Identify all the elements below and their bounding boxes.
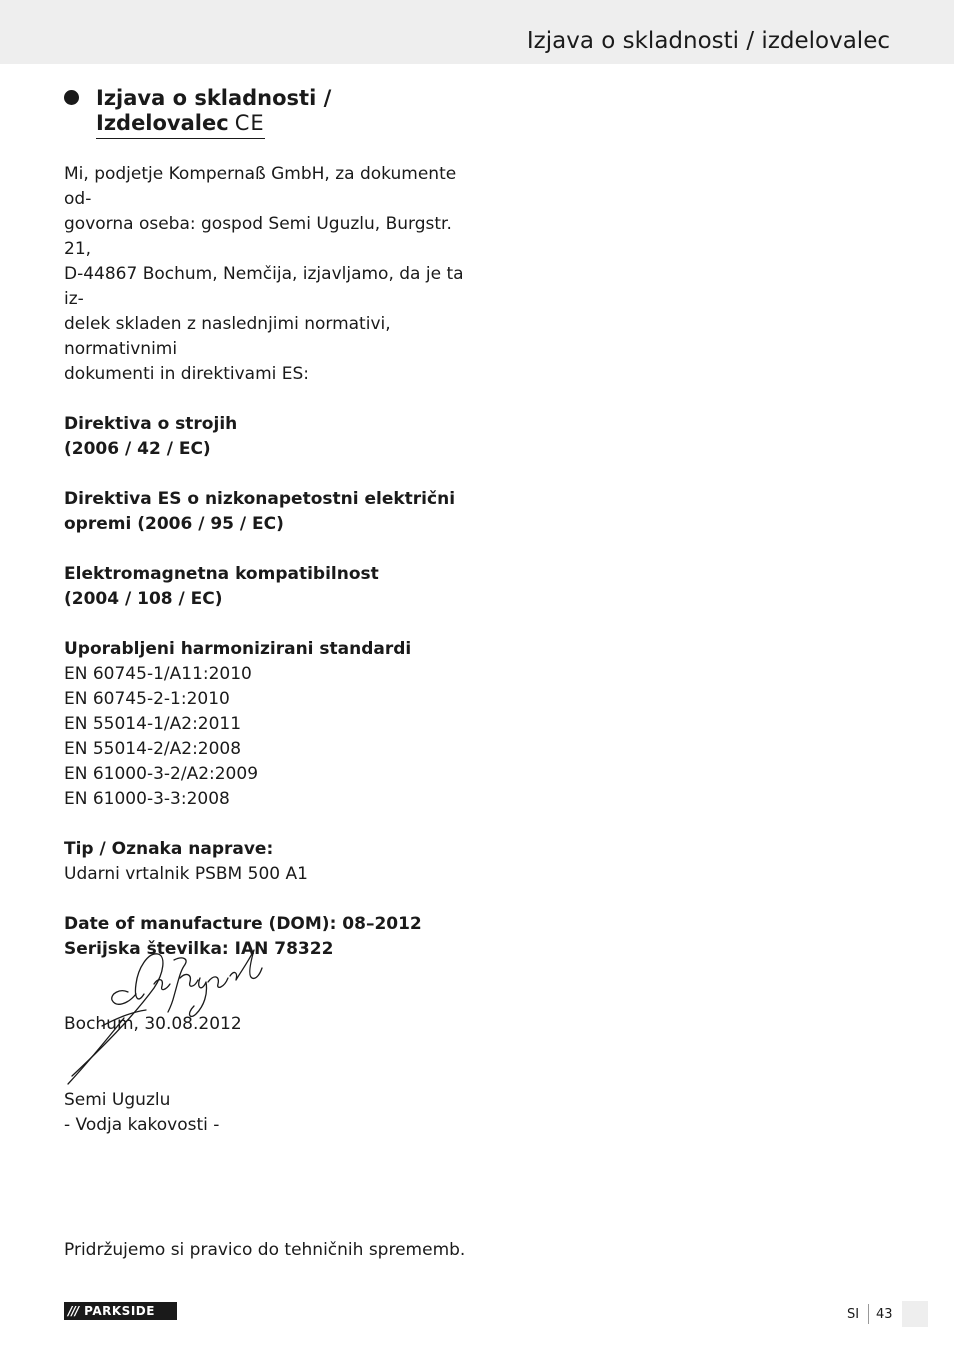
- page-header-title: Izjava o skladnosti / izdelovalec: [526, 28, 890, 54]
- directive-machinery-line1: Direktiva o strojih: [64, 414, 238, 434]
- standards-title: Uporabljeni harmonizirani standardi: [64, 639, 412, 659]
- signature-image: [62, 948, 272, 1088]
- reservation-note: Pridržujemo si pravico do tehničnih sprememb.: [64, 1240, 466, 1260]
- directive-machinery-line2: (2006 / 42 / EC): [64, 439, 211, 459]
- type-label: Tip / Oznaka naprave:: [64, 839, 274, 859]
- intro-line: D-44867 Bochum, Nemčija, izjavljamo, da je ta iz-: [64, 264, 464, 309]
- directive-emc-line2: (2004 / 108 / EC): [64, 589, 223, 609]
- footer-box: [902, 1301, 928, 1327]
- place-date: Bochum, 30.08.2012: [64, 1014, 242, 1034]
- footer-language: SI: [847, 1307, 860, 1322]
- footer-divider: [868, 1304, 869, 1324]
- intro-line: dokumenti in direktivami ES:: [64, 364, 310, 384]
- bullet-icon: [64, 90, 79, 105]
- parkside-logo: [64, 1302, 177, 1320]
- directive-lowvoltage-line1: Direktiva ES o nizkonapetostni električni: [64, 489, 456, 509]
- standard-item: EN 55014-1/A2:2011: [64, 714, 242, 734]
- section-title-line1: Izjava o skladnosti /: [96, 86, 332, 110]
- signatory-block: [64, 1088, 219, 1138]
- declaration-body: [64, 162, 474, 1037]
- brand-name: PARKSIDE: [84, 1304, 155, 1318]
- date-of-manufacture: Date of manufacture (DOM): 08–2012: [64, 914, 422, 934]
- signatory-role: - Vodja kakovosti -: [64, 1115, 220, 1135]
- standard-item: EN 61000-3-2/A2:2009: [64, 764, 259, 784]
- directive-emc-line1: Elektromagnetna kompatibilnost: [64, 564, 379, 584]
- brand-slashes: ///: [68, 1304, 79, 1318]
- ce-mark-icon: CE: [234, 111, 265, 135]
- section-heading: [64, 86, 484, 139]
- section-title-line2: Izdelovalec: [96, 111, 229, 135]
- serial-number: Serijska številka: IAN 78322: [64, 939, 334, 959]
- page-number: 43: [876, 1307, 893, 1322]
- standard-item: EN 60745-1/A11:2010: [64, 664, 252, 684]
- intro-line: delek skladen z naslednjimi normativi, normativnimi: [64, 314, 391, 359]
- section-title-line2-wrap: [96, 111, 265, 139]
- standard-item: EN 55014-2/A2:2008: [64, 739, 242, 759]
- type-value: Udarni vrtalnik PSBM 500 A1: [64, 864, 308, 884]
- intro-line: govorna oseba: gospod Semi Uguzlu, Burgstr. 21,: [64, 214, 452, 259]
- signatory-name: Semi Uguzlu: [64, 1090, 171, 1110]
- standard-item: EN 61000-3-3:2008: [64, 789, 230, 809]
- intro-line: Mi, podjetje Kompernaß GmbH, za dokumente od-: [64, 164, 457, 209]
- standard-item: EN 60745-2-1:2010: [64, 689, 230, 709]
- directive-lowvoltage-line2: opremi (2006 / 95 / EC): [64, 514, 284, 534]
